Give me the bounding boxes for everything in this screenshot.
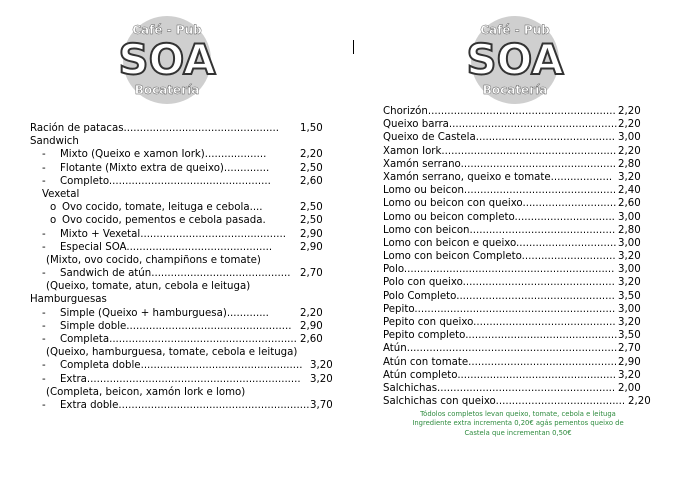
menu-item-label: - Sandwich de atún...........................................	[42, 268, 291, 280]
menu-item-label: Lomo con beicon e queixo...............................	[383, 237, 617, 249]
menu-item-label: (Mixto, ovo cocido, champiñons e tomate)	[46, 254, 261, 266]
menu-item-label: Vexetal	[42, 188, 80, 200]
menu-item-price: 2,50	[300, 202, 323, 214]
menu-item	[383, 382, 653, 395]
menu-item-price: 2,90	[300, 241, 323, 253]
menu-item-label: Chorizón..........................................................	[383, 106, 616, 117]
menu-item-price: 3,20	[310, 360, 333, 372]
menu-item-price: 3,00	[618, 211, 641, 223]
menu-item-label: Xamón serrano................................................	[383, 158, 617, 170]
menu-item	[30, 175, 330, 188]
menu-item	[383, 237, 653, 250]
menu-item	[30, 228, 330, 241]
logo-bottom-text: Bocatería	[482, 83, 548, 97]
logo-main-text: SOA	[118, 35, 216, 84]
logo-top-text: Café - Pub	[480, 23, 550, 37]
menu-item	[30, 307, 330, 320]
right-menu	[383, 105, 653, 408]
menu-item	[383, 145, 653, 158]
menu-item-price: 2,50	[300, 215, 323, 227]
menu-item-price: 2,20	[300, 149, 323, 161]
menu-item-price: 3,20	[618, 251, 641, 263]
menu-item	[30, 293, 330, 306]
menu-item	[30, 346, 330, 359]
menu-item-price: 2,90	[300, 228, 323, 240]
menu-item-label: Xamón serrano, queixo e tomate...................	[383, 171, 613, 183]
menu-item-label: Xamon Iork......................................................	[383, 145, 617, 157]
menu-item-label: Atún con tomate..............................................	[383, 356, 618, 368]
menu-item	[30, 386, 330, 399]
menu-item	[383, 276, 653, 289]
menu-item-price: 3,70	[310, 399, 333, 411]
menu-item-price: 3,20	[618, 317, 641, 328]
menu-item	[383, 263, 653, 276]
menu-item	[383, 197, 653, 210]
menu-item	[30, 359, 333, 372]
menu-item-price: 2,00	[618, 382, 641, 394]
menu-item	[383, 303, 653, 316]
menu-item-label: Hamburguesas	[30, 294, 107, 306]
footnote-line: Tódolos completos levan queixo, tomate, cebola e leituga	[420, 410, 616, 418]
footnote-line: Ingrediente extra incrementa 0,20€ agás pementos queixo de	[412, 419, 624, 428]
menu-item	[383, 356, 653, 369]
menu-item	[30, 333, 330, 346]
menu-item	[383, 224, 653, 237]
menu-item-price: 3,50	[618, 330, 641, 342]
menu-item-label: Lomo con beicon.............................................	[383, 224, 616, 236]
menu-item-label: Lomo ou beicon con queixo.............................	[383, 198, 617, 210]
menu-item-price: 3,00	[618, 264, 641, 276]
menu-item-price: 2,60	[300, 334, 323, 345]
menu-item	[30, 214, 330, 227]
menu-item-price: 3,20	[618, 171, 641, 183]
menu-item-label: Pepito..............................................................	[383, 303, 616, 315]
menu-item	[383, 211, 653, 224]
menu-item	[30, 399, 333, 412]
menu-item-label: Sandwich	[30, 136, 79, 148]
menu-item-label: (Completa, beicon, xamón Iork e lomo)	[46, 386, 246, 398]
menu-item	[383, 250, 653, 263]
menu-item-price: 2,80	[618, 224, 641, 236]
menu-item-label: Salchichas.......................................................	[383, 382, 616, 394]
menu-item	[383, 158, 653, 171]
menu-item-label: Queixo de Castela...........................................	[383, 132, 615, 144]
menu-item-price: 2,20	[628, 396, 651, 408]
menu-item	[30, 241, 330, 254]
menu-item-price: 2,90	[618, 356, 641, 368]
menu-item	[383, 316, 653, 329]
menu-item-label: Lomo ou beicon...............................................	[383, 185, 617, 197]
menu-item-label: - Completo..................................................	[42, 175, 271, 187]
menu-item	[383, 105, 653, 118]
menu-item-price: 2,70	[300, 268, 323, 280]
menu-item	[383, 342, 653, 355]
menu-item-label: o Ovo cocido, pementos e cebola pasada.	[50, 215, 266, 227]
menu-item-label: - Extra doble...........................................................	[42, 399, 310, 411]
menu-item-price: 2,60	[618, 198, 641, 210]
menu-item-label: - Completa doble..................................................	[42, 360, 303, 372]
column-divider	[353, 40, 354, 54]
menu-item	[30, 267, 330, 280]
menu-item	[30, 201, 330, 214]
menu-item	[30, 373, 333, 386]
menu-item-label: Pepito completo...............................................	[383, 330, 618, 342]
menu-item-price: 3,00	[618, 303, 641, 315]
menu-item	[383, 395, 653, 408]
menu-item	[30, 162, 330, 175]
menu-item-label: Lomo ou beicon completo...............................	[383, 211, 615, 223]
menu-item	[383, 184, 653, 197]
menu-item-price: 2,70	[618, 343, 641, 355]
menu-item-label: Polo.................................................................	[383, 264, 615, 276]
menu-item-price: 3,20	[618, 277, 641, 289]
menu-item-label: Atún.................................................................	[383, 343, 618, 355]
menu-item-label: - Especial SOA.............................................	[42, 241, 273, 253]
menu-item-price: 2,20	[618, 106, 641, 117]
logo-left	[117, 10, 217, 110]
footnote	[368, 410, 668, 438]
menu-item-label: Pepito con queixo............................................	[383, 317, 616, 328]
menu-item	[383, 171, 653, 184]
menu-item	[383, 329, 653, 342]
menu-item-label: Atún completo.................................................	[383, 369, 616, 381]
menu-item-price: 2,50	[300, 162, 323, 174]
menu-item-label: - Mixto + Vexetal.............................................	[42, 228, 286, 240]
menu-item	[383, 290, 653, 303]
menu-item-price: 3,00	[618, 237, 641, 249]
menu-item-price: 3,20	[310, 373, 333, 385]
menu-item-label: - Flotante (Mixto extra de queixo)..............	[42, 162, 270, 174]
menu-item-price: 2,20	[618, 145, 641, 157]
menu-item	[383, 131, 653, 144]
menu-item-label: Ración de patacas................................................	[30, 123, 279, 134]
logo-top-text: Café - Pub	[132, 23, 202, 37]
menu-item-price: 1,50	[300, 123, 323, 134]
menu-item-label: o Ovo cocido, tomate, leituga e cebola....	[50, 202, 263, 214]
menu-item-price: 2,60	[300, 175, 323, 187]
menu-item	[383, 369, 653, 382]
menu-item	[30, 254, 330, 267]
menu-item	[30, 280, 330, 293]
menu-item	[30, 122, 330, 135]
menu-item-label: Lomo con beicon Completo.............................	[383, 251, 616, 263]
menu-item	[30, 135, 330, 148]
menu-item-label: (Queixo, hamburguesa, tomate, cebola e leituga)	[46, 347, 298, 359]
menu-item-label: Salchichas con queixo........................................	[383, 396, 626, 408]
menu-item-price: 2,20	[300, 307, 323, 319]
menu-item	[30, 320, 330, 333]
menu-item	[30, 188, 330, 201]
menu-item-price: 2,40	[618, 185, 641, 197]
menu-item-price: 2,80	[618, 158, 641, 170]
menu-item-label: (Queixo, tomate, atun, cebola e leituga)	[46, 281, 251, 293]
menu-item-label: Polo con queixo...............................................	[383, 277, 615, 289]
menu-item-label: Polo Completo.................................................	[383, 290, 615, 302]
footnote-line: Castela que incrementan 0,50€	[464, 428, 572, 437]
menu-item-price: 2,90	[300, 320, 323, 332]
menu-item-price: 2,20	[618, 119, 641, 131]
menu-item	[383, 118, 653, 131]
menu-item-label: - Simple doble...................................................	[42, 320, 292, 332]
menu-item-label: - Mixto (Queixo e xamon Iork)...................	[42, 149, 267, 161]
left-menu	[30, 122, 333, 412]
menu-item-label: - Simple (Queixo + hamburguesa).............	[42, 307, 269, 319]
menu-item-price: 3,00	[618, 132, 641, 144]
menu-item-label: Queixo barra....................................................	[383, 119, 618, 131]
logo-main-text: SOA	[466, 35, 564, 84]
logo-bottom-text: Bocatería	[134, 83, 200, 97]
menu-item	[30, 148, 330, 161]
menu-item-price: 3,50	[618, 290, 641, 302]
menu-item-label: - Completa..........................................................	[42, 334, 297, 345]
menu-item-label: - Extra..................................................................	[42, 373, 301, 385]
logo-right	[465, 10, 565, 110]
menu-item-price: 3,20	[618, 369, 641, 381]
